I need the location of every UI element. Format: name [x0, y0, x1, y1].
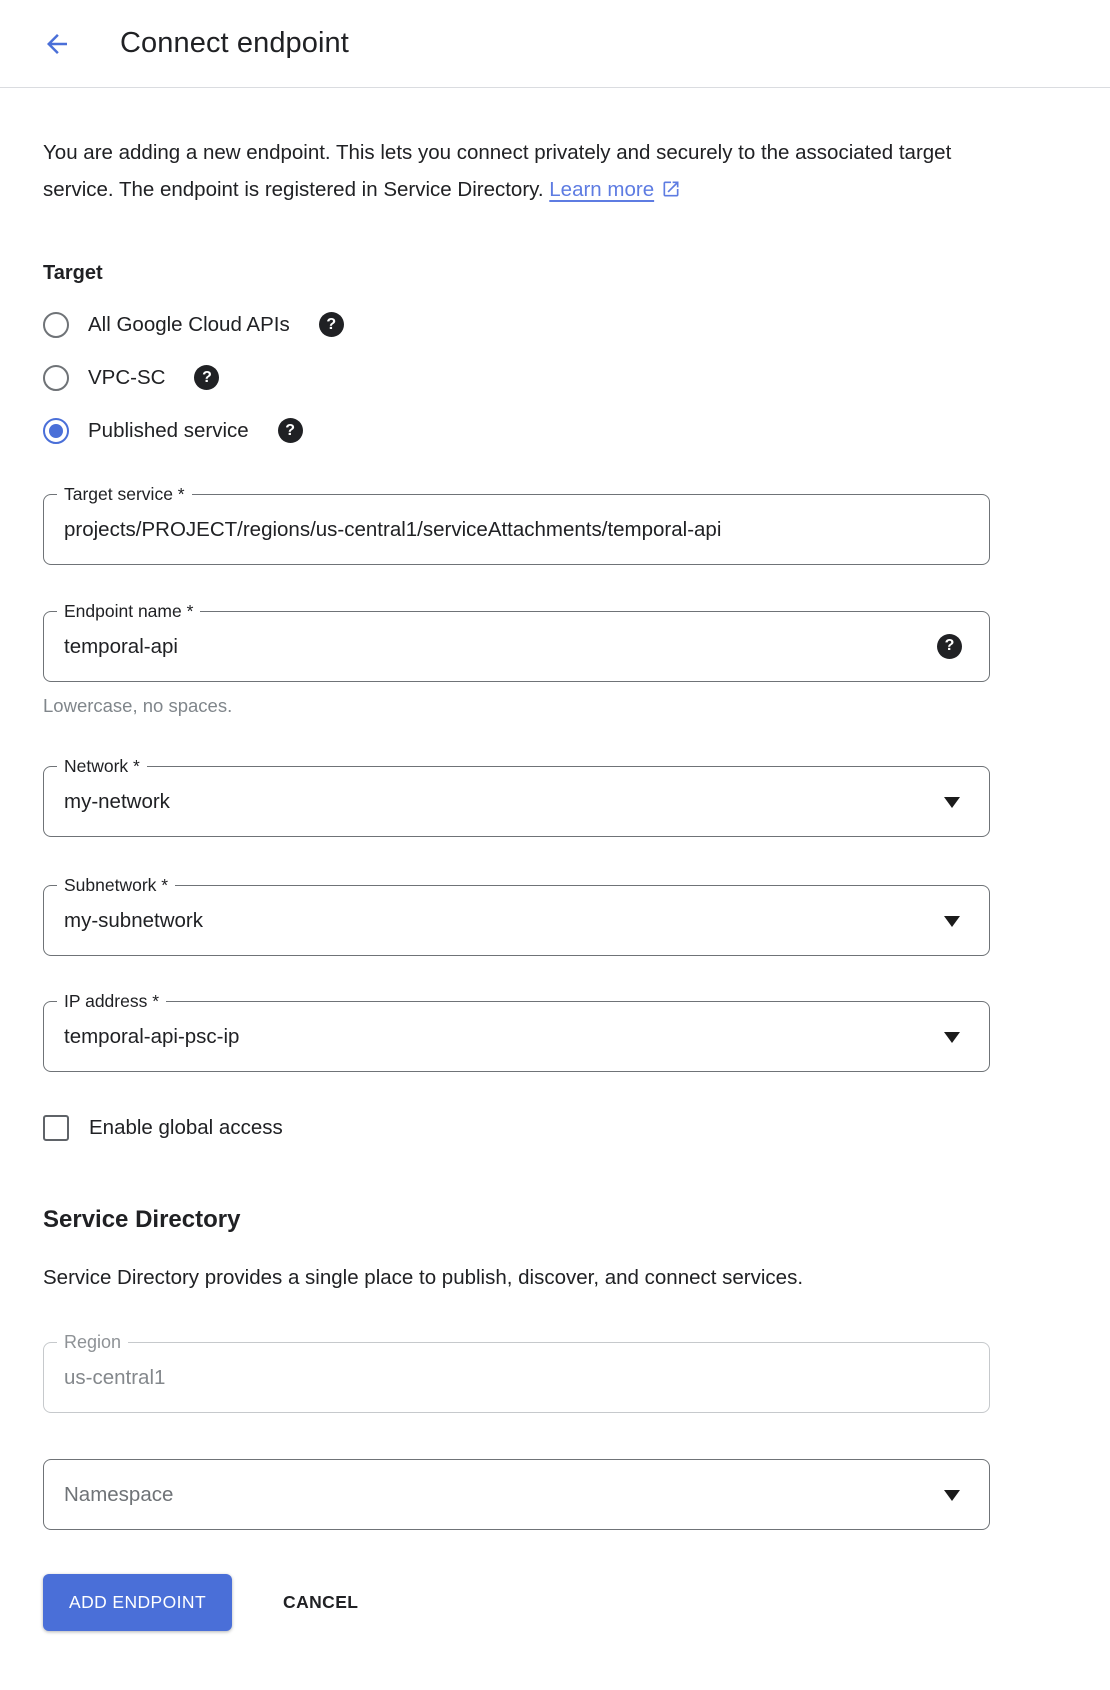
help-icon[interactable] [194, 365, 219, 390]
learn-more-link[interactable] [549, 178, 681, 201]
subnetwork-select[interactable] [43, 875, 990, 956]
namespace-select[interactable] [43, 1459, 990, 1530]
radio-label: VPC-SC [88, 365, 166, 389]
back-arrow-icon[interactable] [40, 27, 74, 61]
chevron-down-icon[interactable] [944, 916, 960, 927]
page-title: Connect endpoint [120, 27, 349, 59]
radio-label: All Google Cloud APIs [88, 312, 290, 336]
cancel-button[interactable]: CANCEL [275, 1574, 366, 1631]
region-label: Region [57, 1331, 128, 1353]
radio-option-vpc-sc[interactable] [43, 364, 990, 391]
chevron-down-icon[interactable] [944, 797, 960, 808]
endpoint-name-hint: Lowercase, no spaces. [43, 695, 233, 716]
enable-global-access-checkbox[interactable] [43, 1114, 990, 1142]
target-section [43, 262, 990, 444]
ip-address-select[interactable] [43, 991, 990, 1072]
subnetwork-label: Subnetwork * [57, 874, 175, 896]
target-section-label: Target [43, 262, 103, 284]
service-directory-description: Service Directory provides a single place to publish, discover, and connect services. [43, 1266, 804, 1289]
endpoint-name-label: Endpoint name * [57, 600, 200, 622]
form-content [0, 134, 1110, 1683]
network-label: Network * [57, 755, 147, 777]
endpoint-name-field[interactable] [43, 601, 990, 682]
add-endpoint-button[interactable]: ADD ENDPOINT [43, 1574, 232, 1631]
endpoint-name-value: temporal-api [64, 634, 178, 658]
region-value: us-central1 [64, 1365, 166, 1389]
external-link-icon [661, 179, 681, 199]
chevron-down-icon[interactable] [944, 1490, 960, 1501]
help-icon[interactable] [278, 418, 303, 443]
radio-button-icon[interactable] [43, 418, 69, 444]
region-field-disabled [43, 1332, 990, 1413]
radio-option-all-google-cloud-apis[interactable] [43, 311, 990, 338]
help-icon[interactable] [937, 634, 962, 659]
network-value: my-network [64, 789, 170, 813]
page-header [0, 0, 1110, 88]
radio-button-icon[interactable] [43, 312, 69, 338]
radio-button-icon[interactable] [43, 365, 69, 391]
target-service-label: Target service * [57, 483, 192, 505]
form-actions [43, 1574, 990, 1683]
target-service-value: projects/PROJECT/regions/us-central1/serviceAttachments/temporal-api [64, 517, 722, 541]
service-directory-heading: Service Directory [43, 1206, 241, 1233]
checkbox-label: Enable global access [89, 1116, 283, 1139]
target-service-field[interactable] [43, 484, 990, 565]
network-select[interactable] [43, 756, 990, 837]
intro-body: You are adding a new endpoint. This lets you connect privately and securely to the associated target service. The endpoint is registered in Service Directory. [43, 141, 952, 201]
chevron-down-icon[interactable] [944, 1032, 960, 1043]
subnetwork-value: my-subnetwork [64, 908, 203, 932]
radio-label: Published service [88, 418, 249, 442]
intro-text [43, 134, 973, 208]
checkbox-icon[interactable] [43, 1115, 69, 1141]
namespace-placeholder: Namespace [64, 1482, 174, 1506]
learn-more-label: Learn more [549, 178, 655, 201]
ip-address-value: temporal-api-psc-ip [64, 1024, 240, 1048]
ip-address-label: IP address * [57, 990, 166, 1012]
help-icon[interactable] [319, 312, 344, 337]
radio-option-published-service[interactable] [43, 417, 990, 444]
